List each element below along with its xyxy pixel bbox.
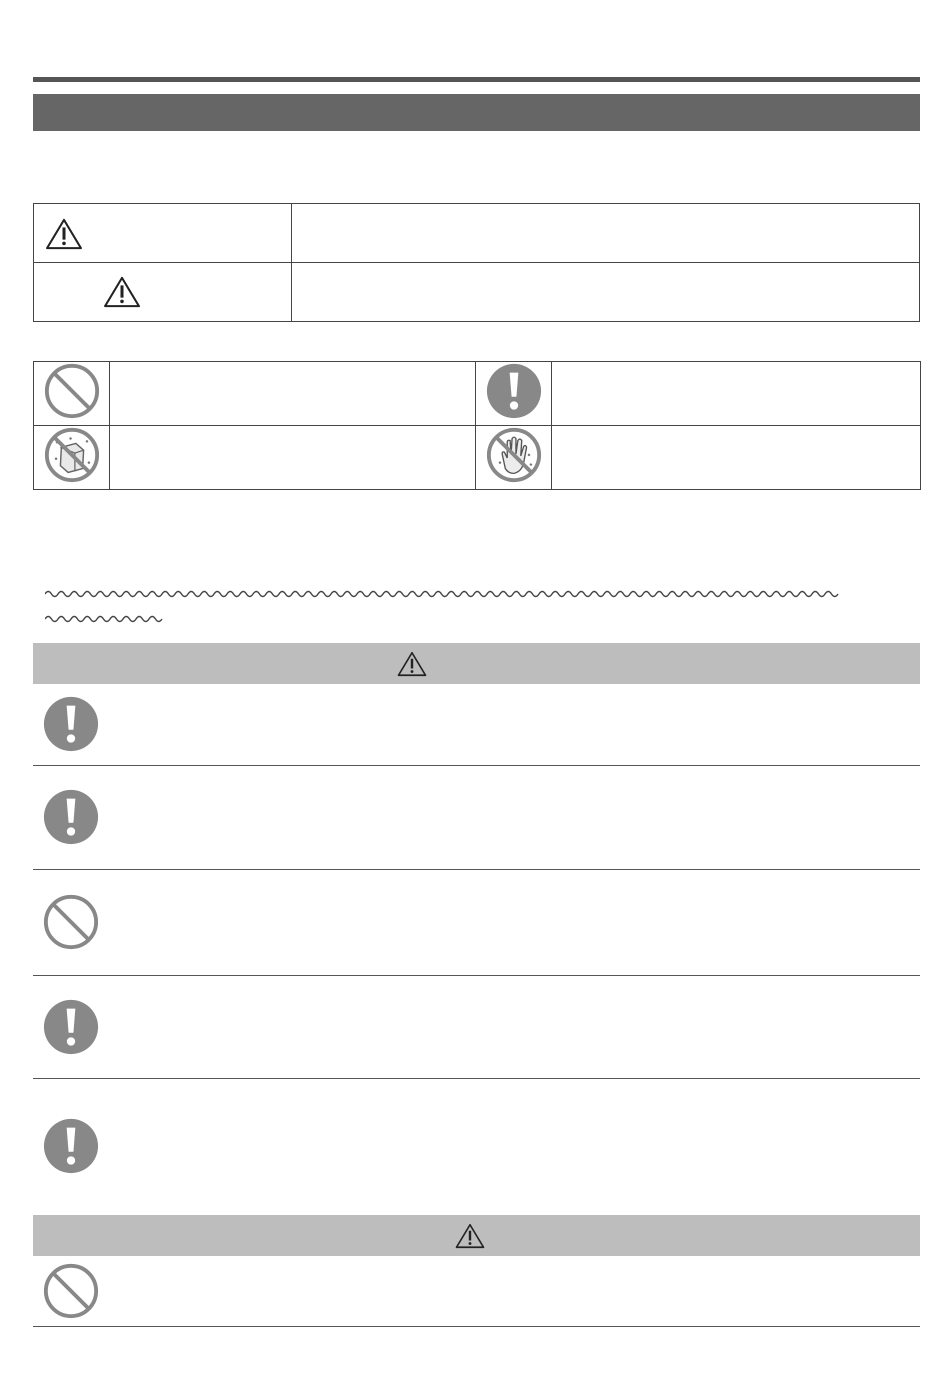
symbol-description-cell (552, 426, 921, 490)
symbol-description-cell (110, 362, 476, 426)
list-item (33, 870, 920, 976)
no-wet-hands-icon (485, 426, 543, 484)
title-bar (33, 94, 920, 131)
hazard-level-description-cell (292, 263, 920, 322)
list-item (33, 684, 920, 766)
hazard-level-row (34, 204, 920, 263)
hazard-level-description (292, 225, 302, 240)
no-water-icon (43, 426, 101, 484)
hazard-level-description-cell (292, 204, 920, 263)
symbol-description-cell (552, 362, 921, 426)
mandatory-icon (42, 788, 100, 846)
page-title (33, 104, 43, 121)
symbol-legend-row (34, 362, 921, 426)
hazard-level-description (292, 284, 302, 299)
prohibited-icon (43, 362, 101, 420)
mandatory-icon (42, 998, 100, 1056)
warning-triangle-icon (103, 276, 141, 308)
warning-triangle-icon (455, 1223, 485, 1249)
symbol-description (552, 386, 562, 401)
symbol-icon-cell (476, 362, 552, 426)
symbol-legend-table (33, 361, 921, 490)
symbol-icon-cell (476, 426, 552, 490)
symbol-description (552, 450, 562, 465)
list-item (33, 1079, 920, 1213)
symbol-legend-row (34, 426, 921, 490)
top-rule (33, 77, 920, 82)
mandatory-icon (42, 1117, 100, 1175)
symbol-description (110, 450, 120, 465)
mandatory-icon (485, 362, 543, 420)
hazard-level-table (33, 203, 920, 322)
hazard-level-label-cell (34, 204, 292, 263)
hazard-level-label-cell (34, 263, 292, 322)
wavy-underline (45, 612, 175, 626)
section-header (33, 643, 920, 684)
warning-triangle-icon (397, 651, 427, 677)
wavy-underline (45, 587, 845, 601)
symbol-description-cell (110, 426, 476, 490)
symbol-description (110, 386, 120, 401)
list-item (33, 976, 920, 1079)
symbol-icon-cell (34, 362, 110, 426)
symbol-icon-cell (34, 426, 110, 490)
section-header (33, 1215, 920, 1256)
prohibited-icon (42, 893, 100, 951)
list-item (33, 766, 920, 870)
warning-triangle-icon (45, 218, 83, 250)
mandatory-icon (42, 695, 100, 753)
hazard-level-row (34, 263, 920, 322)
list-item (33, 1256, 920, 1327)
prohibited-icon (42, 1262, 100, 1320)
